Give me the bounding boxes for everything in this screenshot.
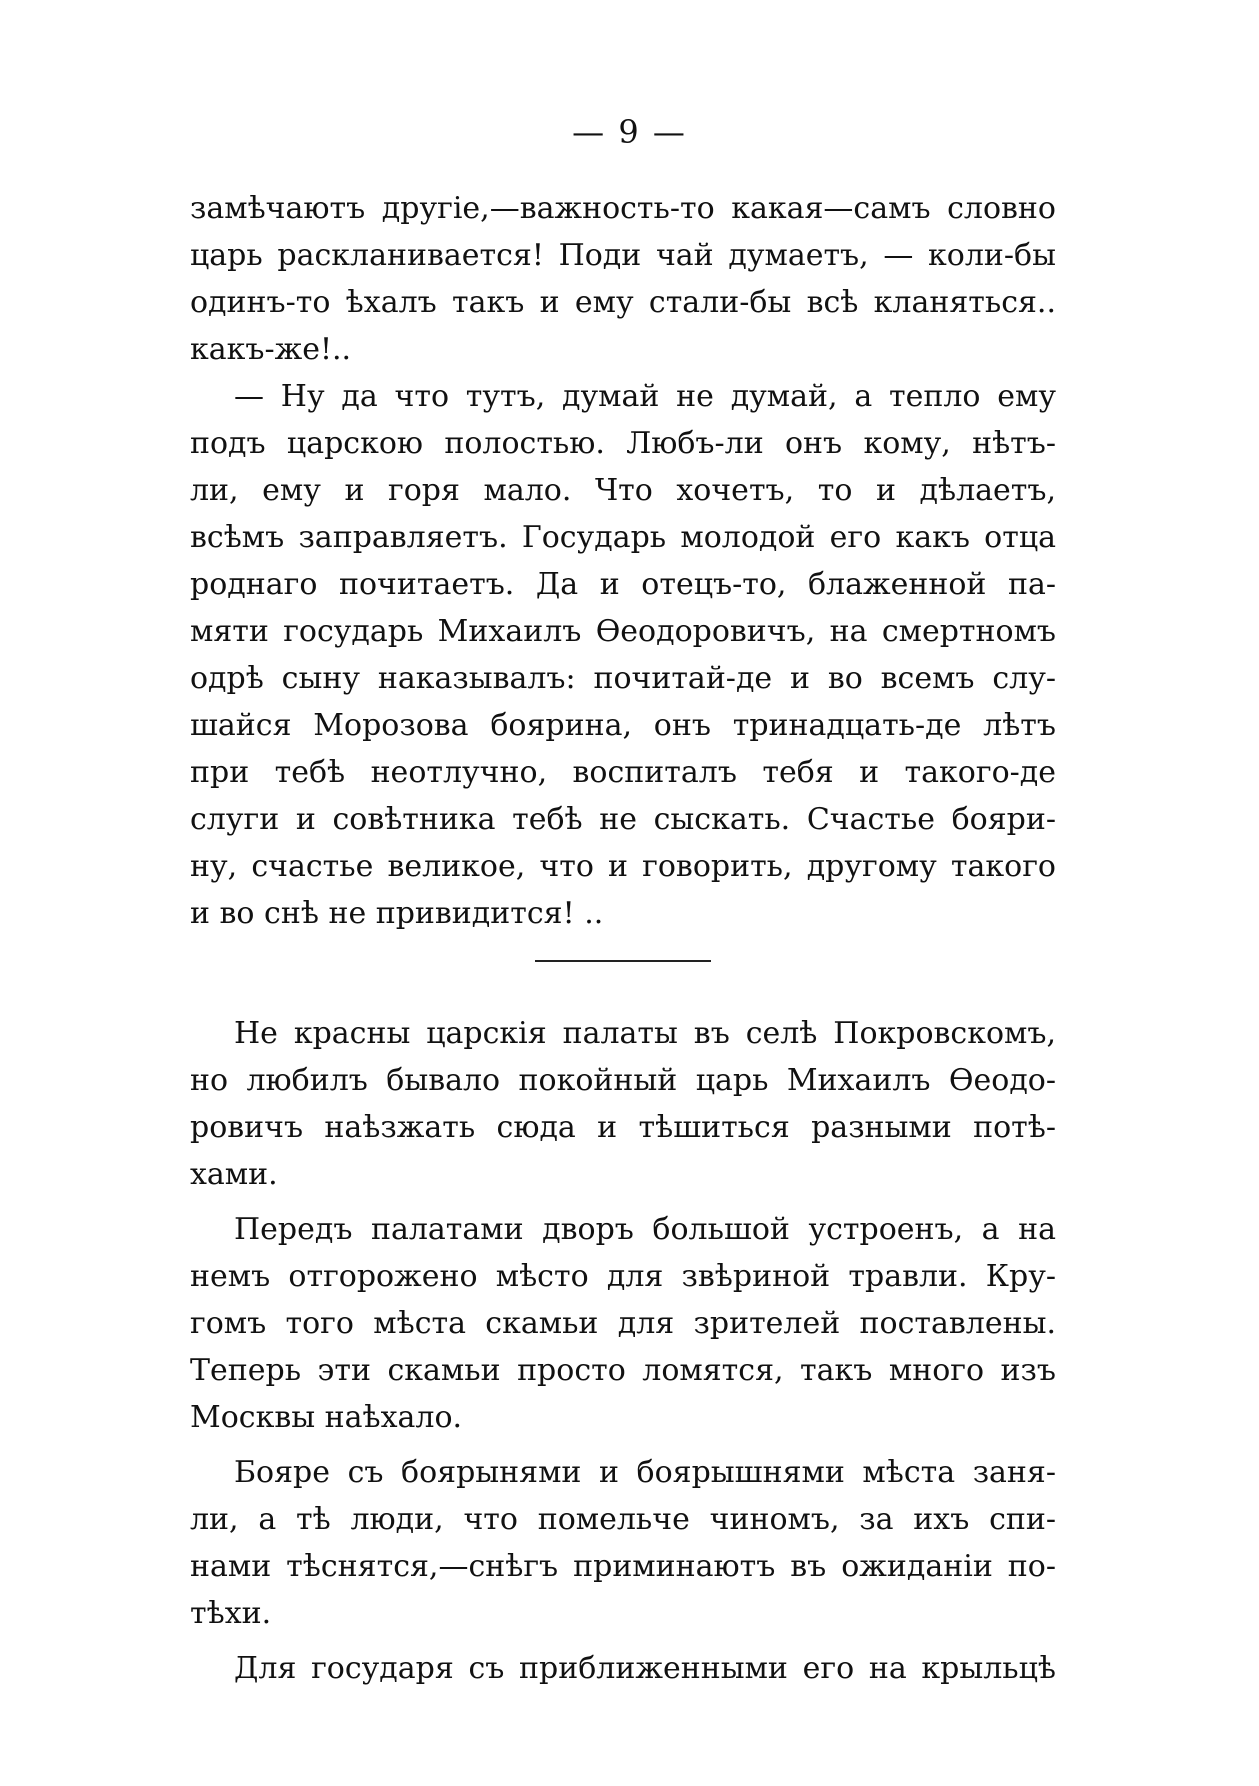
text-line: Не красны царскія палаты въ селѣ Покровскомъ, [234,1016,1056,1051]
text-line: подъ царскою полостью. Любъ-ли онъ кому, нѣтъ- [190,426,1056,461]
text-line: слуги и совѣтника тебѣ не сыскать. Счастье бояри- [190,802,1056,837]
text-line: Бояре съ боярынями и боярышнями мѣста заня- [234,1455,1056,1490]
text-line: ли, а тѣ люди, что помельче чиномъ, за ихъ спи- [190,1502,1056,1537]
text-line: одинъ-то ѣхалъ такъ и ему стали-бы всѣ кланяться.. [190,285,1056,320]
text-line: роднаго почитаетъ. Да и отецъ-то, блаженной па- [190,567,1056,602]
text-line: царь раскланивается! Поди чай думаетъ, — коли-бы [190,238,1056,273]
paragraph [190,1206,1056,1441]
paragraph [190,373,1056,937]
text-line: немъ отгорожено мѣсто для звѣриной травли. Кру- [190,1259,1056,1294]
text-line: хами. [190,1157,278,1192]
text-line: тѣхи. [190,1596,272,1631]
paragraph [190,1010,1056,1198]
text-line: мяти государь Михаилъ Ѳеодоровичъ, на смертномъ [190,614,1056,649]
text-line: ли, ему и горя мало. Что хочетъ, то и дѣлаетъ, [190,473,1056,508]
text-line: и во снѣ не привидится! .. [190,896,604,931]
text-section-1 [190,185,1056,937]
paragraph [190,1449,1056,1637]
text-line: Теперь эти скамьи просто ломятся, такъ много изъ [190,1353,1056,1388]
text-line: гомъ того мѣста скамьи для зрителей поставлены. [190,1306,1056,1341]
text-line: но любилъ бывало покойный царь Михаилъ Ѳеодо- [190,1063,1056,1098]
text-section-2 [190,1010,1056,1692]
text-line: ровичъ наѣзжать сюда и тѣшиться разными потѣ- [190,1110,1056,1145]
text-line: одрѣ сыну наказывалъ: почитай-де и во всемъ слу- [190,661,1056,696]
text-line: какъ-же!.. [190,332,352,367]
paragraph [190,1645,1056,1692]
paragraph-gap [190,1441,1056,1449]
text-line: — Ну да что тутъ, думай не думай, а тепло ему [234,379,1056,414]
text-line: Для государя съ приближенными его на крыльцѣ [234,1651,1056,1686]
text-line: шайся Морозова боярина, онъ тринадцать-де лѣтъ [190,708,1056,743]
text-line: при тебѣ неотлучно, воспиталъ тебя и такого-де [190,755,1056,790]
paragraph-gap [190,1198,1056,1206]
paragraph [190,185,1056,373]
text-line: замѣчаютъ другіе,—важность-то какая—самъ словно [190,191,1056,226]
text-line: нами тѣснятся,—снѣгъ приминаютъ въ ожиданіи по- [190,1549,1056,1584]
text-line: всѣмъ заправляетъ. Государь молодой его какъ отца [190,520,1056,555]
section-divider [535,960,711,962]
text-line: Передъ палатами дворъ большой устроенъ, а на [234,1212,1056,1247]
text-line: Москвы наѣхало. [190,1400,463,1435]
page-number: — 9 — [572,113,687,151]
text-line: ну, счастье великое, что и говорить, другому такого [190,849,1056,884]
paragraph-gap [190,1637,1056,1645]
